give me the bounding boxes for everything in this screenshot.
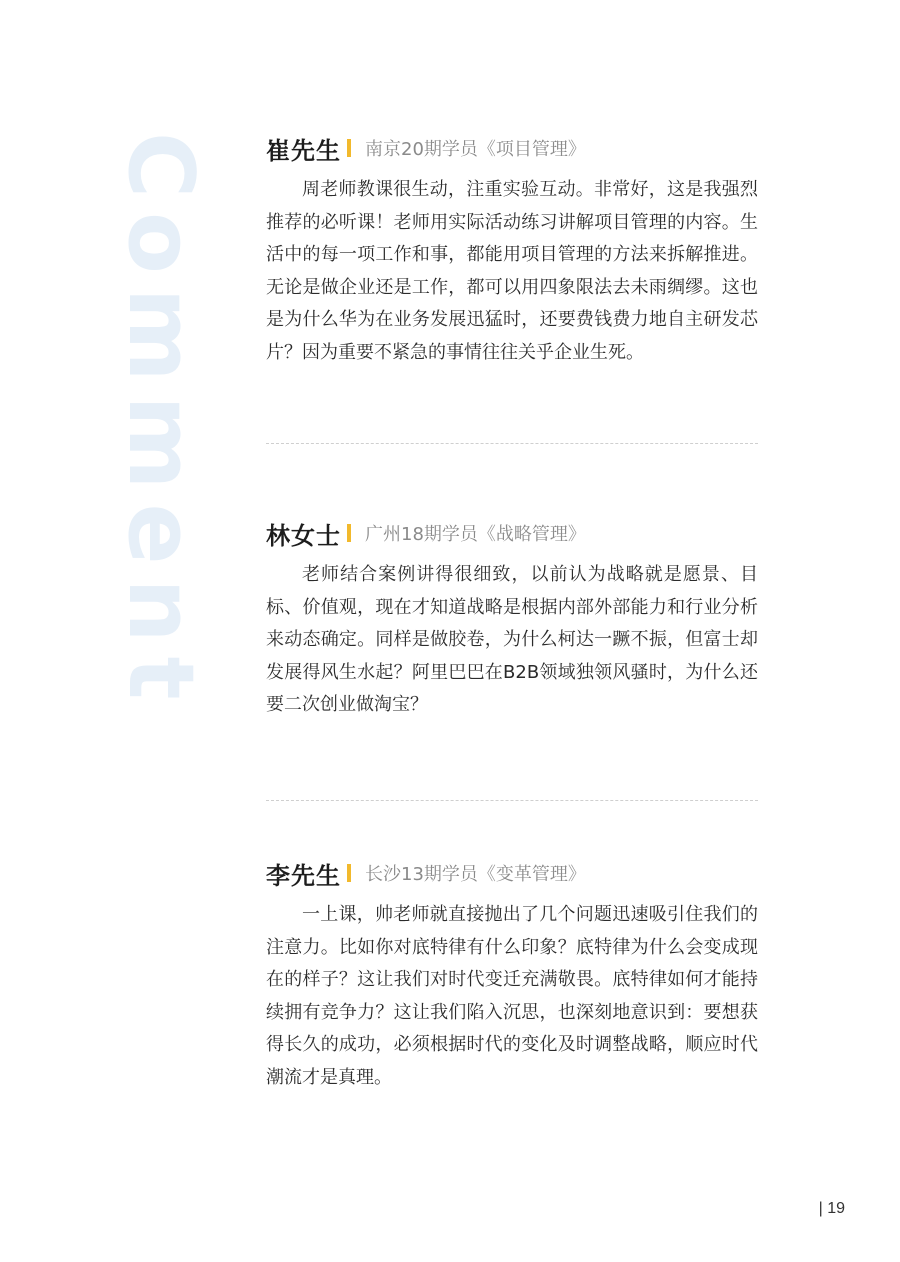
testimonial-header (266, 515, 766, 551)
testimonial-name: 林女士 (266, 521, 341, 550)
testimonial-course: 南京20期学员《项目管理》 (365, 139, 586, 160)
testimonial-header (266, 855, 766, 891)
testimonial-course: 广州18期学员《战略管理》 (365, 524, 586, 545)
testimonial-body: 老师结合案例讲得很细致，以前认为战略就是愿景、目标、价值观，现在才知道战略是根据内部外部能力和行业分析来动态确定。同样是做胶卷，为什么柯达一蹶不振，但富士却发展得风生水起？阿里巴巴在B2B领域独领风骚时，为什么还要二次创业做淘宝？ (266, 564, 758, 715)
accent-bar (347, 139, 351, 157)
testimonial-header (266, 130, 766, 166)
testimonial-course: 长沙13期学员《变革管理》 (365, 864, 586, 885)
dashed-divider (266, 800, 758, 801)
watermark-text: Comment (108, 132, 213, 714)
testimonial-name: 崔先生 (266, 136, 341, 165)
testimonial-body: 一上课，帅老师就直接抛出了几个问题迅速吸引住我们的注意力。比如你对底特律有什么印象？底特律为什么会变成现在的样子？这让我们对时代变迁充满敬畏。底特律如何才能持续拥有竞争力？这让我们陷入沉思，也深刻地意识到：要想获得长久的成功，必须根据时代的变化及时调整战略，顺应时代潮流才是真理。 (266, 904, 758, 1088)
testimonial-1 (266, 130, 766, 369)
page-number: | 19 (818, 1200, 845, 1217)
accent-bar (347, 864, 351, 882)
testimonial-2 (266, 515, 766, 722)
testimonial-name: 李先生 (266, 861, 341, 890)
testimonial-body: 周老师教课很生动，注重实验互动。非常好，这是我强烈推荐的必听课！老师用实际活动练习讲解项目管理的内容。生活中的每一项工作和事，都能用项目管理的方法来拆解推进。无论是做企业还是工作，都可以用四象限法去未雨绸缪。这也是为什么华为在业务发展迅猛时，还要费钱费力地自主研发芯片？因为重要不紧急的事情往往关乎企业生死。 (266, 179, 758, 363)
testimonial-3 (266, 855, 766, 1094)
accent-bar (347, 524, 351, 542)
comment-watermark (108, 132, 213, 742)
dashed-divider (266, 443, 758, 444)
